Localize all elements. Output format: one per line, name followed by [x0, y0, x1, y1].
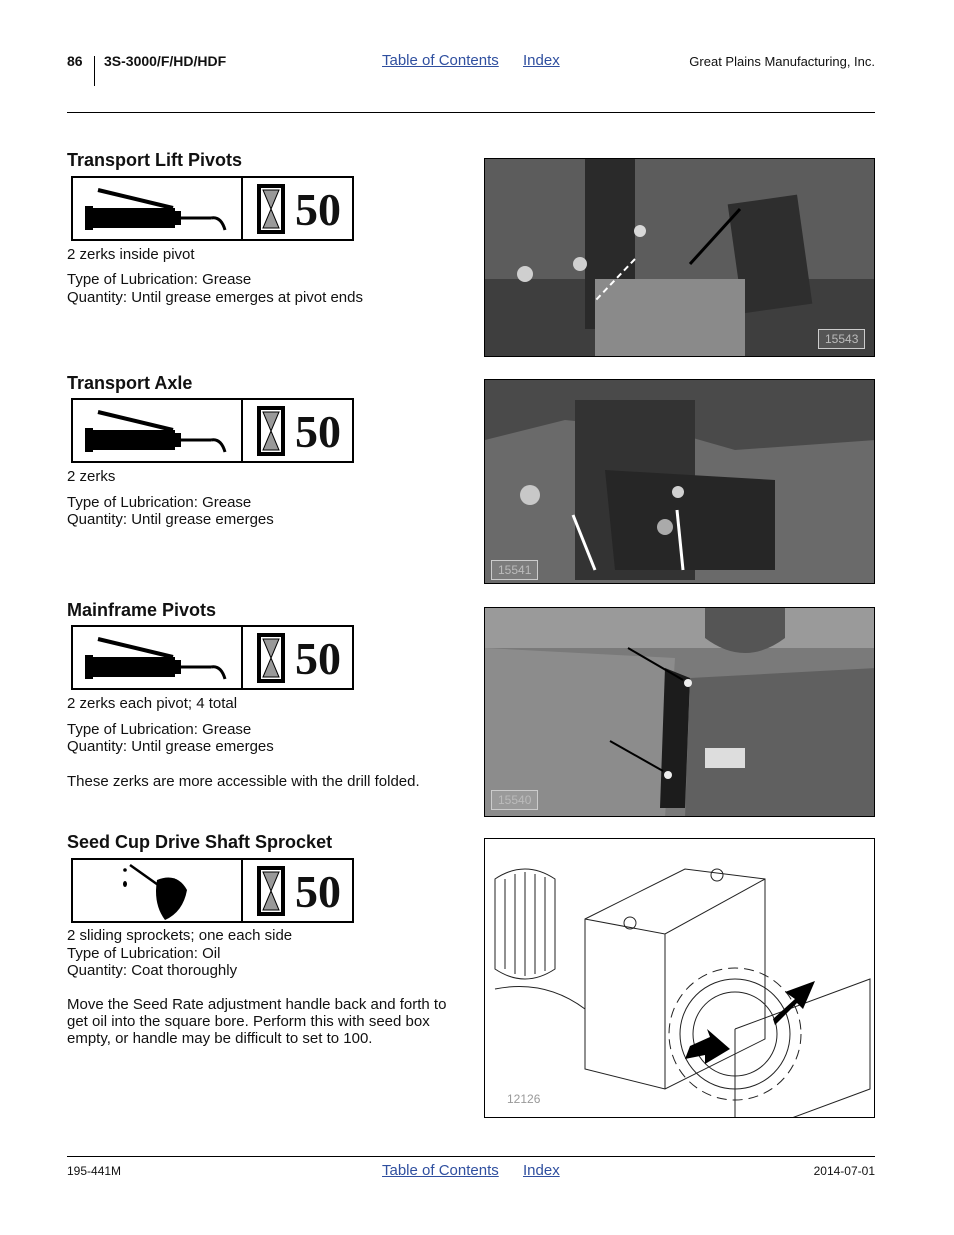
- lube-quantity: Quantity: Until grease emerges: [67, 511, 274, 528]
- footer-index-link[interactable]: Index: [523, 1162, 560, 1179]
- hourglass-icon: [257, 633, 287, 683]
- sprocket-count: 2 sliding sprockets; one each side: [67, 927, 293, 944]
- lube-type: Type of Lubrication: Grease: [67, 721, 252, 738]
- drawing-number: 12126: [507, 1092, 541, 1106]
- page-number: 86: [67, 53, 83, 69]
- model-name: 3S-3000/F/HD/HDF: [104, 53, 227, 69]
- instruction-line-1: Move the Seed Rate adjustment handle back and forth to: [67, 996, 447, 1013]
- grease-gun-icon: [73, 627, 239, 688]
- document-date: 2014-07-01: [813, 1164, 875, 1178]
- document-code: 195-441M: [67, 1164, 122, 1178]
- zerk-count: 2 zerks: [67, 468, 116, 485]
- lube-type: Type of Lubrication: Oil: [67, 945, 221, 962]
- footer-rule: [67, 1156, 875, 1157]
- interval-hours: 50: [295, 633, 341, 684]
- lube-chart-mainframe-pivots: [71, 625, 354, 690]
- access-note: These zerks are more accessible with the drill folded.: [67, 773, 420, 790]
- drawing-seed-cup-sprocket: [484, 838, 875, 1118]
- zerk-count: 2 zerks inside pivot: [67, 246, 195, 263]
- header-rule: [67, 112, 875, 113]
- header-toc-link[interactable]: Table of Contents: [382, 52, 499, 69]
- hourglass-icon: [257, 866, 287, 916]
- hourglass-icon: [257, 184, 287, 234]
- section-title-seed-cup-drive-shaft-sprocket: Seed Cup Drive Shaft Sprocket: [67, 832, 333, 852]
- photo-number: 15543: [818, 329, 865, 349]
- footer-toc-link[interactable]: Table of Contents: [382, 1162, 499, 1179]
- hourglass-icon: [257, 406, 287, 456]
- lube-type: Type of Lubrication: Grease: [67, 271, 252, 288]
- grease-gun-icon: [73, 178, 239, 239]
- photo-mainframe-pivots: [484, 607, 875, 817]
- section-title-transport-lift-pivots: Transport Lift Pivots: [67, 150, 243, 170]
- instruction-line-2: get oil into the square bore. Perform this with seed box: [67, 1013, 430, 1030]
- company-name: Great Plains Manufacturing, Inc.: [689, 54, 875, 69]
- grease-gun-icon: [73, 400, 239, 461]
- lube-chart-seed-cup-sprocket: [71, 858, 354, 923]
- lube-type: Type of Lubrication: Grease: [67, 494, 252, 511]
- lube-quantity: Quantity: Until grease emerges: [67, 738, 274, 755]
- lube-chart-transport-axle: [71, 398, 354, 463]
- photo-number: 15540: [491, 790, 538, 810]
- lube-chart-transport-lift-pivots: [71, 176, 354, 241]
- interval-hours: 50: [295, 184, 341, 235]
- oil-can-icon: [73, 860, 239, 921]
- zerk-count: 2 zerks each pivot; 4 total: [67, 695, 238, 712]
- instruction-line-3: empty, or handle may be difficult to set to 100.: [67, 1030, 373, 1047]
- lube-quantity: Quantity: Until grease emerges at pivot ends: [67, 289, 363, 306]
- interval-hours: 50: [295, 406, 341, 457]
- photo-transport-axle: [484, 379, 875, 584]
- header-divider: [94, 56, 95, 86]
- photo-number: 15541: [491, 560, 538, 580]
- section-title-transport-axle: Transport Axle: [67, 373, 193, 393]
- header-index-link[interactable]: Index: [523, 52, 560, 69]
- photo-transport-lift-pivots: [484, 158, 875, 357]
- interval-hours: 50: [295, 866, 341, 917]
- lube-quantity: Quantity: Coat thoroughly: [67, 962, 238, 979]
- section-title-mainframe-pivots: Mainframe Pivots: [67, 600, 217, 620]
